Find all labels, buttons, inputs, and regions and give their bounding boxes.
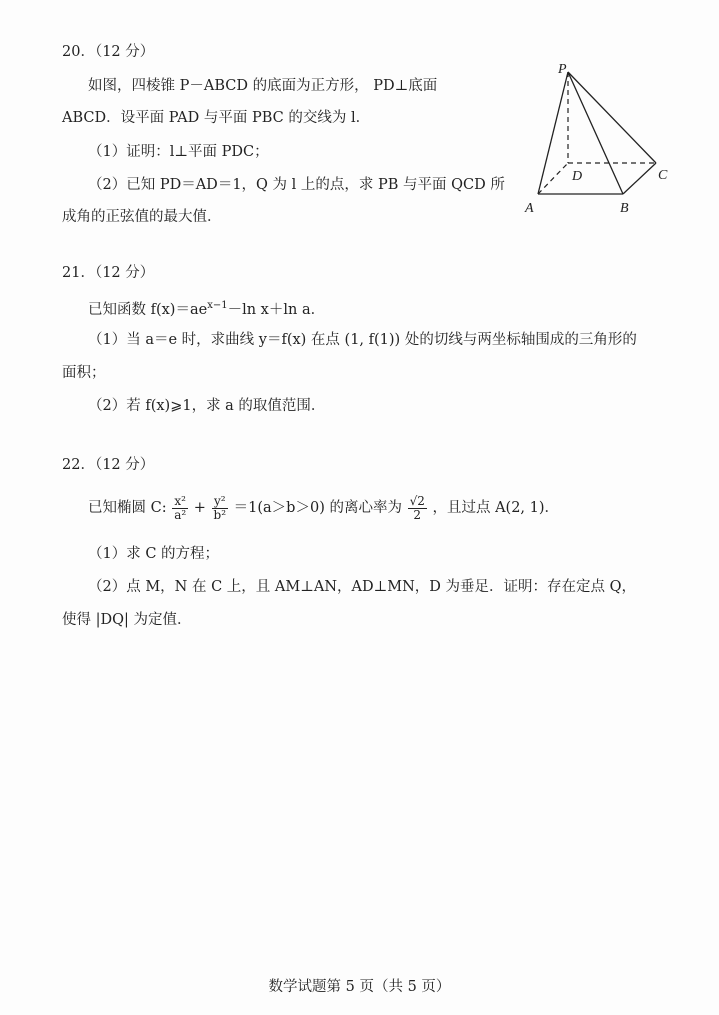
label-P: P [558, 62, 567, 77]
q21-part1-line2: 面积； [62, 365, 106, 381]
pyramid-diagram [520, 60, 670, 220]
q20-stem-line2: ABCD．设平面 PAD 与平面 PBC 的交线为 l． [62, 110, 371, 126]
q22-part2-line2: 使得 |DQ| 为定值． [62, 612, 192, 628]
q22-stem-c: ，且过点 A(2, 1)． [432, 500, 560, 516]
q21-heading: 21．（12 分） [62, 265, 155, 281]
q22-fraction-y: $\frac{\text{y²}}{\text{b²}}$ [213, 493, 227, 522]
q22-plus: + [193, 500, 206, 516]
q21-stem-main: 已知函数 f(x)＝ae [88, 301, 208, 318]
q22-heading: 22．（12 分） [62, 457, 155, 473]
label-A: A [525, 201, 534, 216]
q20-part2-line2: 成角的正弦值的最大值． [62, 209, 222, 225]
pyramid-figure [520, 60, 670, 220]
edge-AD-hidden [538, 163, 568, 194]
q20-stem-line1: 如图，四棱锥 P－ABCD 的底面为正方形， PD⊥底面 [88, 78, 438, 94]
q21-part1-line1: （1）当 a＝e 时，求曲线 y＝f(x) 在点 (1, f(1)) 处的切线与两坐标轴围成的三角形的 [88, 332, 637, 348]
q21-stem [88, 296, 325, 320]
q22-stem [88, 494, 559, 522]
edge-PC [568, 72, 656, 163]
q22-part2-line1: （2）点 M，N 在 C 上，且 AM⊥AN，AD⊥MN，D 为垂足．证明：存在定点 Q， [88, 579, 637, 595]
q20-part2-line1: （2）已知 PD＝AD＝1，Q 为 l 上的点，求 PB 与平面 QCD 所 [88, 177, 505, 193]
q22-fraction-x: $\frac{\text{x²}}{\text{a²}}$ [174, 493, 187, 522]
q21-stem-exponent: x−1 [207, 300, 228, 311]
q20-heading: 20．（12 分） [62, 44, 155, 60]
label-D: D [572, 169, 583, 184]
q21-stem-tail: －ln x＋ln a． [227, 301, 326, 318]
edge-PA [538, 72, 568, 194]
q22-part1: （1）求 C 的方程； [88, 546, 220, 562]
q22-stem-b: ＝1(a＞b＞0) 的离心率为 [233, 500, 402, 516]
q21-part2: （2）若 f(x)⩾1，求 a 的取值范围． [88, 398, 326, 414]
q20-part1: （1）证明：l⊥平面 PDC； [88, 144, 269, 160]
label-B: B [620, 201, 629, 216]
page-footer: 数学试题第 5 页（共 5 页） [268, 979, 451, 995]
q22-fraction-eccentricity: $\frac{√2}{2}$ [409, 493, 425, 522]
edge-BC [623, 163, 656, 194]
q22-stem-a: 已知椭圆 C: [88, 500, 167, 516]
label-C: C [658, 168, 668, 183]
